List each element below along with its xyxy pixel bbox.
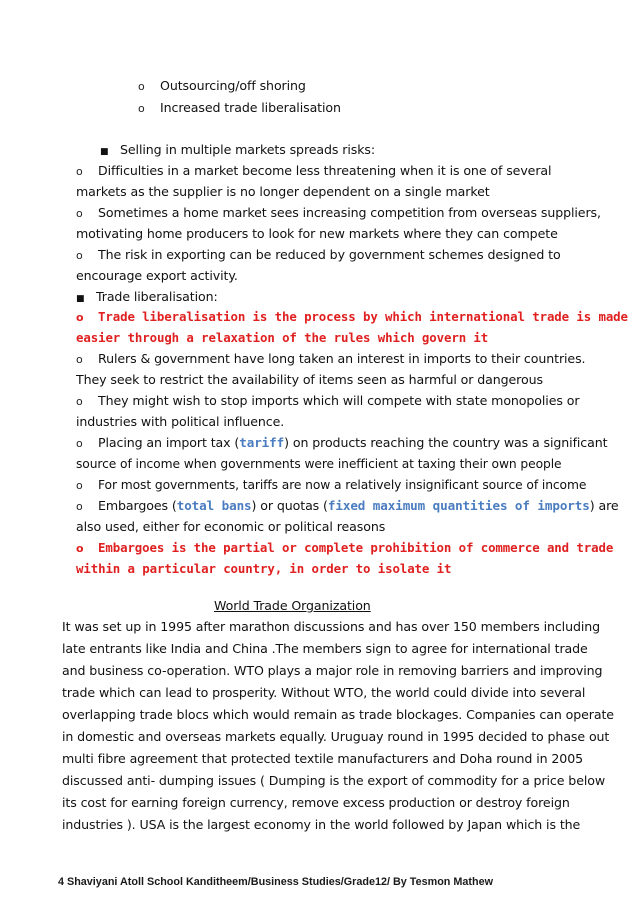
square-bullet-icon: ■ — [100, 147, 109, 157]
wto-paragraph-line: late entrants like India and China .The members sign to agree for international trade — [62, 641, 588, 656]
definition-embargo: o Embargoes is the partial or complete prohibition of commerce and trade — [76, 540, 614, 555]
wto-paragraph-line: discussed anti- dumping issues ( Dumping is the export of commodity for a price below — [62, 773, 606, 788]
risk-item: o The risk in exporting can be reduced by government schemes designed to — [76, 247, 561, 262]
trade-item: o Rulers & government have long taken an interest in imports to their countries. — [76, 351, 586, 366]
trade-item-tariff: o Placing an import tax (tariff) on products reaching the country was a significant — [76, 435, 608, 450]
trade-item-cont: industries with political influence. — [76, 414, 285, 429]
definition-trade-liberalisation-cont: easier through a relaxation of the rules which govern it — [76, 330, 489, 345]
wto-paragraph-line: industries ). USA is the largest economy in the world followed by Japan which is the — [62, 817, 581, 832]
risk-item-cont: markets as the supplier is no longer dependent on a single market — [76, 184, 490, 199]
risk-item-cont: motivating home producers to look for new markets where they can compete — [76, 226, 558, 241]
wto-paragraph-line: multi fibre agreement that protected textile manufacturers and Doha round in 2005 — [62, 751, 584, 766]
wto-paragraph-line: its cost for earning foreign currency, remove excess production or destroy foreign — [62, 795, 570, 810]
trade-item: o For most governments, tariffs are now a relatively insignificant source of income — [76, 478, 587, 492]
wto-paragraph-line: in domestic and overseas markets equally. Uruguay round in 1995 decided to phase out — [62, 729, 610, 744]
trade-item-embargoes: o Embargoes (total bans) or quotas (fixed maximum quantities of imports) are — [76, 498, 619, 513]
term-tariff: tariff — [239, 435, 285, 450]
sub-bullet-outsourcing: o Outsourcing/off shoring — [138, 78, 306, 93]
page-footer: 4 Shaviyani Atoll School Kanditheem/Business Studies/Grade12/ By Tesmon Mathew — [58, 876, 493, 888]
definition-trade-liberalisation: o Trade liberalisation is the process by which international trade is made — [76, 309, 628, 324]
risk-item-cont: encourage export activity. — [76, 268, 238, 283]
term-fixed-quantities: fixed maximum quantities of imports — [327, 498, 590, 513]
definition-embargo-cont: within a particular country, in order to isolate it — [76, 561, 452, 576]
wto-paragraph-line: trade which can lead to prosperity. Without WTO, the world could divide into several — [62, 685, 586, 700]
trade-item-cont: source of income when governments were inefficient at taxing their own people — [76, 457, 562, 471]
risk-item: o Difficulties in a market become less threatening when it is one of several — [76, 163, 552, 178]
bullet-trade-liberalisation: ■ Trade liberalisation: — [76, 287, 218, 309]
sub-bullet-liberalisation: o Increased trade liberalisation — [138, 100, 341, 115]
square-bullet-icon: ■ — [76, 294, 85, 304]
bullet-spreads-risks: ■ Selling in multiple markets spreads risks: — [100, 140, 375, 162]
section-heading-wto: World Trade Organization — [214, 598, 371, 613]
trade-item-cont: also used, either for economic or political reasons — [76, 519, 386, 534]
wto-paragraph-line: and business co-operation. WTO plays a major role in removing barriers and improving — [62, 663, 603, 678]
wto-paragraph-line: It was set up in 1995 after marathon discussions and has over 150 members including — [62, 619, 601, 634]
trade-item-cont: They seek to restrict the availability of items seen as harmful or dangerous — [76, 372, 543, 387]
trade-item: o They might wish to stop imports which will compete with state monopolies or — [76, 393, 580, 408]
risk-item: o Sometimes a home market sees increasing competition from overseas suppliers, — [76, 205, 601, 220]
wto-paragraph-line: overlapping trade blocs which would remain as trade blockages. Companies can operate — [62, 707, 614, 722]
term-total-bans: total bans — [176, 498, 252, 513]
